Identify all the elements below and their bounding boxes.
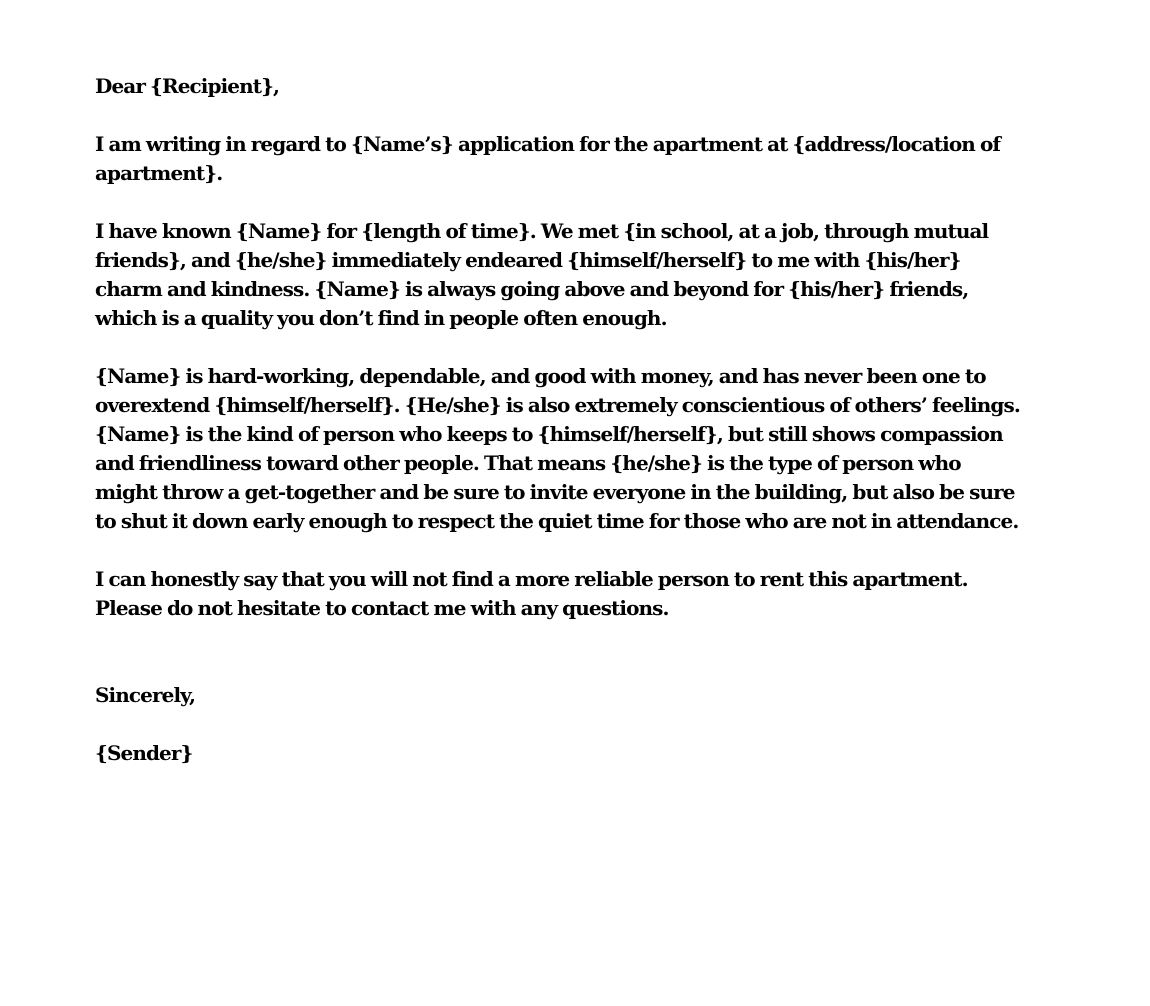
paragraph-line: {Name} is the kind of person who keeps to {himself/herself}, but still shows compassion — [95, 422, 1003, 446]
paragraph-line: might throw a get-together and be sure to invite everyone in the building, but also be sure — [95, 480, 1015, 504]
paragraph-acquaintance — [95, 217, 1055, 333]
paragraph-line: overextend {himself/herself}. {He/she} is also extremely conscientious of others’ feelings. — [95, 393, 1020, 417]
paragraph-line: Please do not hesitate to contact me with any questions. — [95, 596, 669, 620]
paragraph-character — [95, 362, 1055, 536]
paragraph-recommendation — [95, 565, 1055, 623]
paragraph-line: friends}, and {he/she} immediately endeared {himself/herself} to me with {his/her} — [95, 248, 961, 272]
paragraph-line: apartment}. — [95, 161, 223, 185]
greeting: Dear {Recipient}, — [95, 74, 280, 98]
paragraph-line: to shut it down early enough to respect the quiet time for those who are not in attendance. — [95, 509, 1019, 533]
closing: Sincerely, — [95, 683, 196, 707]
paragraph-line: and friendliness toward other people. That means {he/she} is the type of person who — [95, 451, 961, 475]
paragraph-application — [95, 130, 1055, 188]
paragraph-line: charm and kindness. {Name} is always going above and beyond for {his/her} friends, — [95, 277, 969, 301]
letter-body — [95, 72, 1055, 768]
paragraph-line: which is a quality you don’t find in people often enough. — [95, 306, 667, 330]
signature: {Sender} — [95, 741, 193, 765]
paragraph-line: I am writing in regard to {Name’s} application for the apartment at {address/location of — [95, 132, 1001, 156]
paragraph-line: I can honestly say that you will not find a more reliable person to rent this apartment. — [95, 567, 968, 591]
paragraph-line: {Name} is hard-working, dependable, and good with money, and has never been one to — [95, 364, 986, 388]
paragraph-line: I have known {Name} for {length of time}. We met {in school, at a job, through mutual — [95, 219, 989, 243]
